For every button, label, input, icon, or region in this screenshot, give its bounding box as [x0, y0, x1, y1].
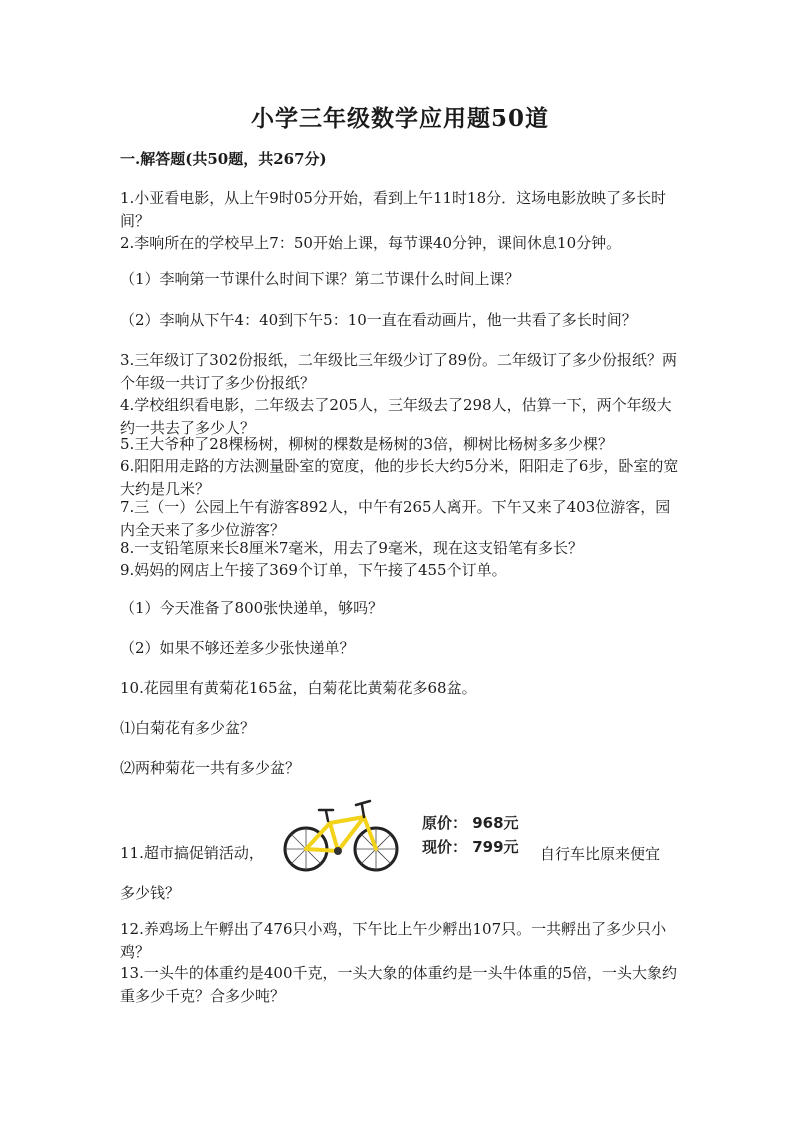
question-9: 9.妈妈的网店上午接了369个订单，下午接了455个订单。 [120, 561, 507, 579]
question-13: 13.一头牛的体重约是400千克，一头大象的体重约是一头牛体重的5倍，一头大象约重多少千克？合多少吨？ [120, 964, 678, 1005]
question-2-part-2: （2）李响从下午4：40到下午5：10一直在看动画片，他一共看了多长时间？ [120, 311, 637, 329]
original-price: 原价： 968元 [422, 814, 519, 832]
question-11-end: 多少钱？ [120, 884, 181, 902]
question-8: 8.一支铅笔原来长8厘米7毫米，用去了9毫米，现在这支铅笔有多长？ [120, 539, 583, 557]
question-7: 7.三（一）公园上午有游客892人，中午有265人离开。下午又来了403位游客，园内全天来了多少位游客？ [120, 498, 671, 539]
bicycle-image [272, 793, 534, 875]
question-2: 2.李响所在的学校早上7：50开始上课，每节课40分钟，课间休息10分钟。 [120, 234, 622, 252]
bicycle-icon [272, 793, 412, 875]
question-10: 10.花园里有黄菊花165盆，白菊花比黄菊花多68盆。 [120, 679, 477, 697]
question-9-part-2: （2）如果不够还差多少张快递单？ [120, 639, 355, 657]
question-2-part-1: （1）李响第一节课什么时间下课？第二节课什么时间上课？ [120, 270, 520, 288]
question-1: 1.小亚看电影，从上午9时05分开始，看到上午11时18分．这场电影放映了多长时间？ [120, 189, 667, 230]
bicycle-frame [306, 817, 376, 851]
question-3: 3.三年级订了302份报纸，二年级比三年级少订了89份。二年级订了多少份报纸？两个年级一共订了多少份报纸？ [120, 351, 678, 392]
page-title: 小学三年级数学应用题50道 [250, 105, 549, 132]
question-10-part-1: ⑴白菊花有多少盆？ [120, 719, 256, 737]
question-12: 12.养鸡场上午孵出了476只小鸡，下午比上午少孵出107只。一共孵出了多少只小鸡？ [120, 920, 667, 961]
question-10-part-2: ⑵两种菊花一共有多少盆？ [120, 759, 301, 777]
question-5: 5.王大爷种了28棵杨树，柳树的棵数是杨树的3倍，柳树比杨树多多少棵？ [120, 435, 613, 453]
question-9-part-1: （1）今天准备了800张快递单，够吗？ [120, 599, 384, 617]
section-heading: 一.解答题(共50题，共267分) [120, 150, 327, 168]
question-4: 4.学校组织看电影，二年级去了205人，三年级去了298人，估算一下，两个年级大约一共去了多少人？ [120, 396, 672, 437]
current-price: 现价： 799元 [422, 838, 519, 856]
question-11-tail: 自行车比原来便宜 [540, 845, 661, 863]
question-6: 6.阳阳用走路的方法测量卧室的宽度，他的步长大约5分米，阳阳走了6步，卧室的宽大约是几米？ [120, 457, 679, 498]
question-11-lead: 11.超市搞促销活动， [120, 844, 264, 862]
